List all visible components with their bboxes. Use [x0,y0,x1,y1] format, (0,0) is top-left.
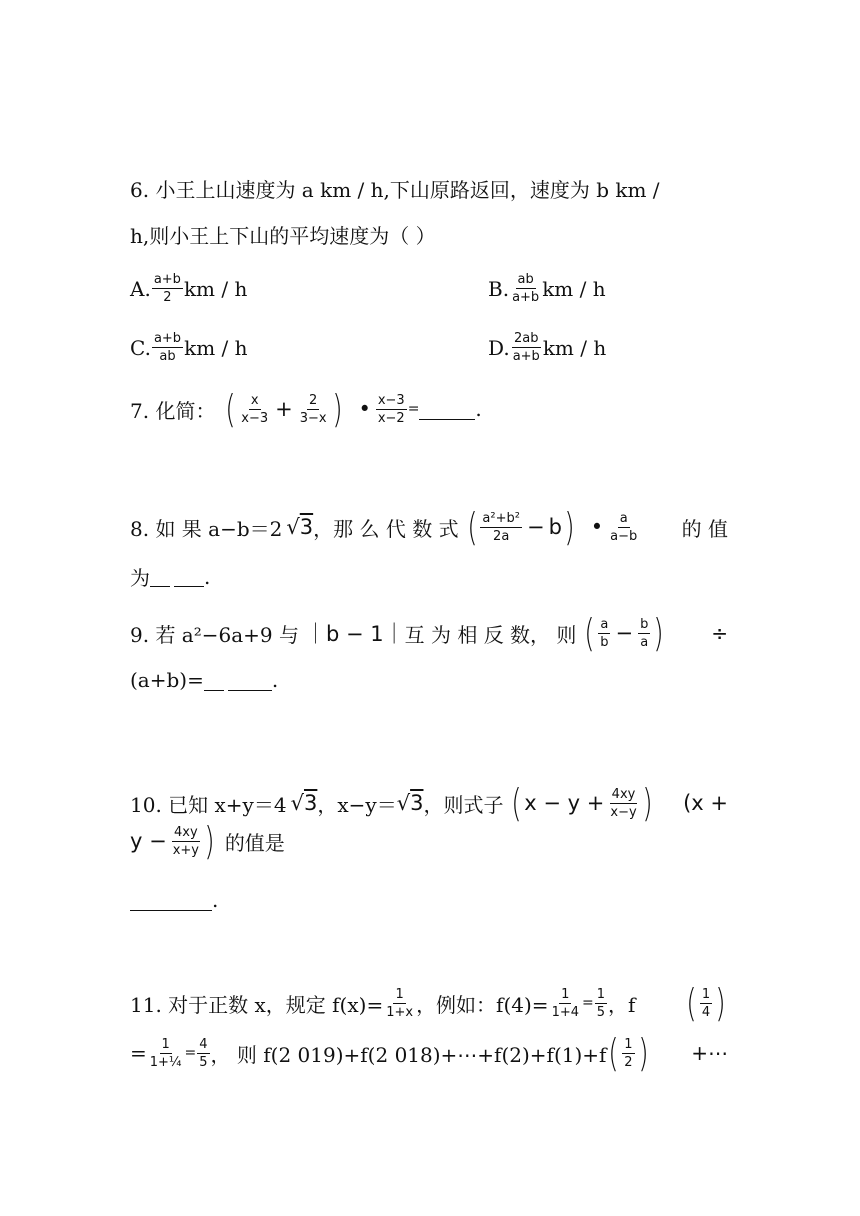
unit: km / h [184,335,248,360]
fraction [608,787,638,820]
fraction [239,393,270,426]
denominator: x−y [610,804,637,820]
numerator: x−3 [377,392,405,408]
q8-line2-text: 为 [130,566,150,590]
numerator: a [619,510,628,526]
q11-right [684,981,728,1025]
fraction [608,511,639,544]
variable-b: b [548,515,562,539]
right-paren: ) [564,505,575,549]
left-paren: ( [225,387,237,431]
numerator: 2ab [514,331,539,346]
denominator: a+b [512,290,540,305]
fraction [197,1037,209,1070]
fraction [638,617,650,650]
q9-prefix: 9. 若 a²−6a+9 与 [130,622,299,647]
denominator: x−3 [241,410,269,426]
numerator: 1 [596,986,606,1002]
period: . [204,564,211,589]
numerator: 1 [561,986,570,1002]
answer-blank-part2[interactable] [228,670,272,691]
q10-suffix: 的值是 [224,830,285,855]
numerator: 4xy [611,786,636,802]
fraction [152,331,183,364]
fraction [511,331,542,364]
unit: km / h [542,335,607,360]
right-paren: ) [715,981,726,1025]
equals-sign: = [582,995,594,1011]
option-label: B. [488,276,510,301]
unit: km / h [542,276,606,301]
denominator: 5 [596,1004,606,1020]
q10-left [130,781,654,825]
q6-option-a [130,272,247,305]
right-paren: ) [653,611,664,655]
numerator: b [640,616,649,632]
sqrt-expression [286,515,313,539]
fraction [171,825,201,858]
divide-sign: ÷ [711,621,728,645]
numerator: 1 [395,986,404,1002]
radicand: 3 [303,791,318,815]
numerator: a [600,616,609,632]
fraction [622,1037,634,1070]
q9-line2-text: (a+b)= [130,668,204,692]
answer-blank-part1[interactable] [150,566,170,587]
q8-mid: ，那 么 代 数 式 [313,516,459,541]
fraction [298,393,329,426]
denominator: 2a [493,528,510,544]
dot-operator: • [590,515,604,539]
fraction [480,511,522,544]
q11-line2 [130,1031,728,1075]
right-paren: ) [331,387,343,431]
numerator: x [250,392,259,408]
q7-prefix: 7. 化简： [130,398,216,423]
q10-line2 [130,819,285,863]
q9-mid: 互 为 相 反 数， 则 [404,622,577,647]
denominator: a [640,634,649,650]
q6-text2: h,则小王上下山的平均速度为（ ） [130,224,436,248]
sqrt-expression: √3 [396,791,424,815]
numerator: 1 [701,986,711,1002]
left-paren: ( [466,505,478,549]
denominator: 2 [163,290,172,305]
q10-mid2: ，则式子 [423,792,504,817]
q10-line2-start: y − [130,829,167,853]
q8-suffix: 的 值 [681,516,728,541]
q8-left [130,505,640,549]
absolute-value: ｜b − 1｜ [304,622,405,646]
sqrt-expression: √3 [290,791,318,815]
numerator: 2 [309,392,318,408]
q11-text1: 11. 对于正数 x，规定 f(x)= [130,992,384,1017]
q9-left [130,611,666,655]
denominator: 5 [199,1054,208,1070]
fraction [384,987,415,1020]
minus-sign: − [526,515,545,539]
answer-blank[interactable] [130,890,212,911]
answer-blank[interactable] [419,399,475,420]
dot-operator: • [358,397,371,421]
left-paren: ( [511,781,523,825]
q8-line2 [130,562,210,591]
q8-line1 [130,505,728,549]
q10-term1: x − y + [524,791,605,815]
q11-line1 [130,981,728,1025]
numerator: ab [517,272,534,287]
q11-left [130,987,635,1020]
numerator: a+b [153,272,181,287]
denominator: 1+x [386,1004,414,1020]
fraction [152,272,183,305]
denominator: 1+¼ [149,1054,182,1070]
fraction [148,1037,184,1070]
answer-blank-part1[interactable] [204,670,224,691]
unit: km / h [183,276,248,301]
option-label: D. [488,335,510,360]
q6-line2 [130,220,436,249]
numerator: a+b [153,331,182,346]
denominator: x−2 [377,410,405,426]
minus-sign: − [615,621,634,645]
q9-line1 [130,611,728,655]
option-label: C. [130,335,151,360]
left-paren: ( [584,611,596,655]
q11-text4: = [130,1041,147,1065]
left-paren: ( [608,1031,620,1075]
option-label: A. [130,276,151,301]
equals-sign: = [184,1045,197,1061]
radicand: 3 [410,791,424,815]
right-paren: ) [204,819,215,863]
right-paren: ) [641,781,653,825]
period: . [212,888,219,912]
period: . [271,668,279,692]
equals-sign: = [407,401,420,417]
sqrt-sign: √ [286,515,300,539]
radicand: 3 [299,515,314,539]
answer-blank-part2[interactable] [174,566,204,587]
q10-line3 [130,888,218,912]
q11-left2 [130,1031,650,1075]
q9-line2 [130,668,278,692]
left-paren: ( [686,981,697,1025]
fraction [598,617,610,650]
q11-text5: ， 则 f(2 019)+f(2 018)+⋯+f(2)+f(1)+f [210,1042,607,1067]
q10-term2: (x + [683,791,728,815]
q6-option-c [130,331,248,364]
q11-text6: +⋯ [691,1041,728,1065]
numerator: 1 [624,1036,633,1052]
denominator: 3−x [299,410,327,426]
numerator: 1 [161,1036,170,1052]
q6-option-d [488,331,606,364]
denominator: b [600,634,609,650]
denominator: x+y [172,842,199,858]
fraction [376,393,407,426]
denominator: ab [159,349,176,364]
numerator: 4 [199,1036,208,1052]
q7-line [130,387,482,431]
fraction [550,987,581,1020]
fraction [510,272,541,305]
q10-prefix: 10. 已知 x+y＝4 [130,792,287,817]
plus-sign: + [275,397,293,421]
denominator: 1+4 [551,1004,579,1020]
period: . [475,397,482,421]
q8-prefix: 8. 如 果 a−b＝2 [130,516,283,541]
fraction [595,987,607,1020]
q11-text3: ，f [608,992,636,1017]
q11-text2: ，例如：f(4)= [416,992,549,1017]
denominator: a+b [512,349,540,364]
denominator: a−b [610,528,638,544]
numerator: a²+b² [482,510,520,526]
q10-line1 [130,781,728,825]
q6-option-b [488,272,606,305]
numerator: 4xy [174,824,198,840]
denominator: 4 [701,1004,711,1020]
q10-mid1: ，x−y＝ [317,792,397,817]
right-paren: ) [637,1031,649,1075]
q6-text1: 6. 小王上山速度为 a km / h,下山原路返回，速度为 b km / [130,178,660,202]
fraction [700,987,712,1020]
denominator: 2 [624,1054,633,1070]
q6-line1 [130,174,728,203]
